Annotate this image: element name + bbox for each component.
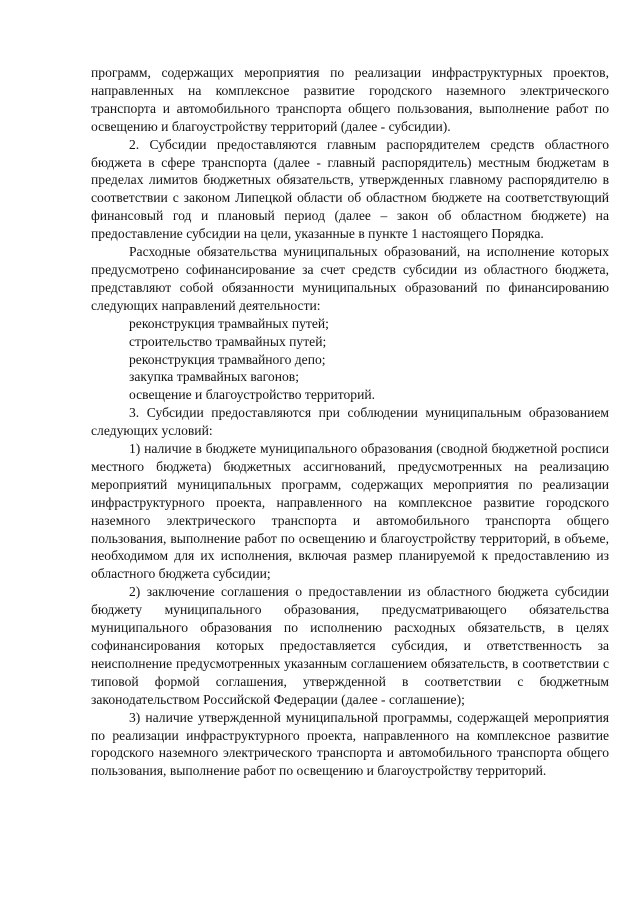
paragraph-condition-2: 2) заключение соглашения о предоставлении из областного бюджета субсидии бюджету муниципального образования, предусматривающего обязательства муниципального образования по исполнению расходных обязательств, в целях софинансирования которых предоставляется субсидия, и ответственность за неисполнение предусмотренных указанным соглашением обязательств, в соответствии с типовой формой соглашения, утвержденной в соответствии с бюджетным законодательством Российской Федерации (далее - соглашение); bbox=[91, 584, 609, 707]
list-item: освещение и благоустройство территорий. bbox=[129, 387, 376, 403]
document-page bbox=[91, 64, 609, 780]
list-item: закупка трамвайных вагонов; bbox=[129, 369, 299, 385]
paragraph-condition-3: 3) наличие утвержденной муниципальной программы, содержащей мероприятия по реализации инфраструктурного проекта, направленного на комплексное развитие городского наземного электрического транспорта и автомобильного транспорта общего пользования, выполнение работ по освещению и благоустройству территорий. bbox=[91, 709, 609, 779]
paragraph-clause-3: 3. Субсидии предоставляются при соблюдении муниципальным образованием следующих условий: bbox=[91, 405, 609, 439]
paragraph-expense-obligations: Расходные обязательства муниципальных образований, на исполнение которых предусмотрено софинансирование за счет средств субсидии из областного бюджета, представляют собой обязанности муниципальных образований по финансированию следующих направлений деятельности: bbox=[91, 244, 609, 313]
list-item: реконструкция трамвайных путей; bbox=[129, 315, 329, 331]
list-item: реконструкция трамвайного депо; bbox=[129, 351, 326, 367]
list-item: строительство трамвайных путей; bbox=[129, 333, 327, 349]
paragraph-subsidies-definition-end: программ, содержащих мероприятия по реализации инфраструктурных проектов, направленных на комплексное развитие городского наземного электрического транспорта и автомобильного транспорта общего пользования, выполнение работ по освещению и благоустройству территорий (далее - субсидии). bbox=[91, 65, 609, 134]
paragraph-clause-2: 2. Субсидии предоставляются главным распорядителем средств областного бюджета в сфере транспорта (далее - главный распорядитель) местным бюджетам в пределах лимитов бюджетных обязательств, утвержденных главному распорядителю в соответствии с законом Липецкой области об областном бюджете на соответствующий финансовый год и плановый период (далее – закон об областном бюджете) на предоставление субсидии на цели, указанные в пункте 1 настоящего Порядка. bbox=[91, 136, 609, 242]
paragraph-condition-1: 1) наличие в бюджете муниципального образования (сводной бюджетной росписи местного бюджета) бюджетных ассигнований, предусмотренных на реализацию мероприятий муниципальных программ, содержащих мероприятия по реализации инфраструктурного проекта, направленного на комплексное развитие городского наземного электрического транспорта и автомобильного транспорта общего пользования, выполнение работ по освещению и благоустройству территорий, в объеме, необходимом для их исполнения, включая размер планируемой к предоставлению из областного бюджета субсидии; bbox=[91, 441, 609, 582]
